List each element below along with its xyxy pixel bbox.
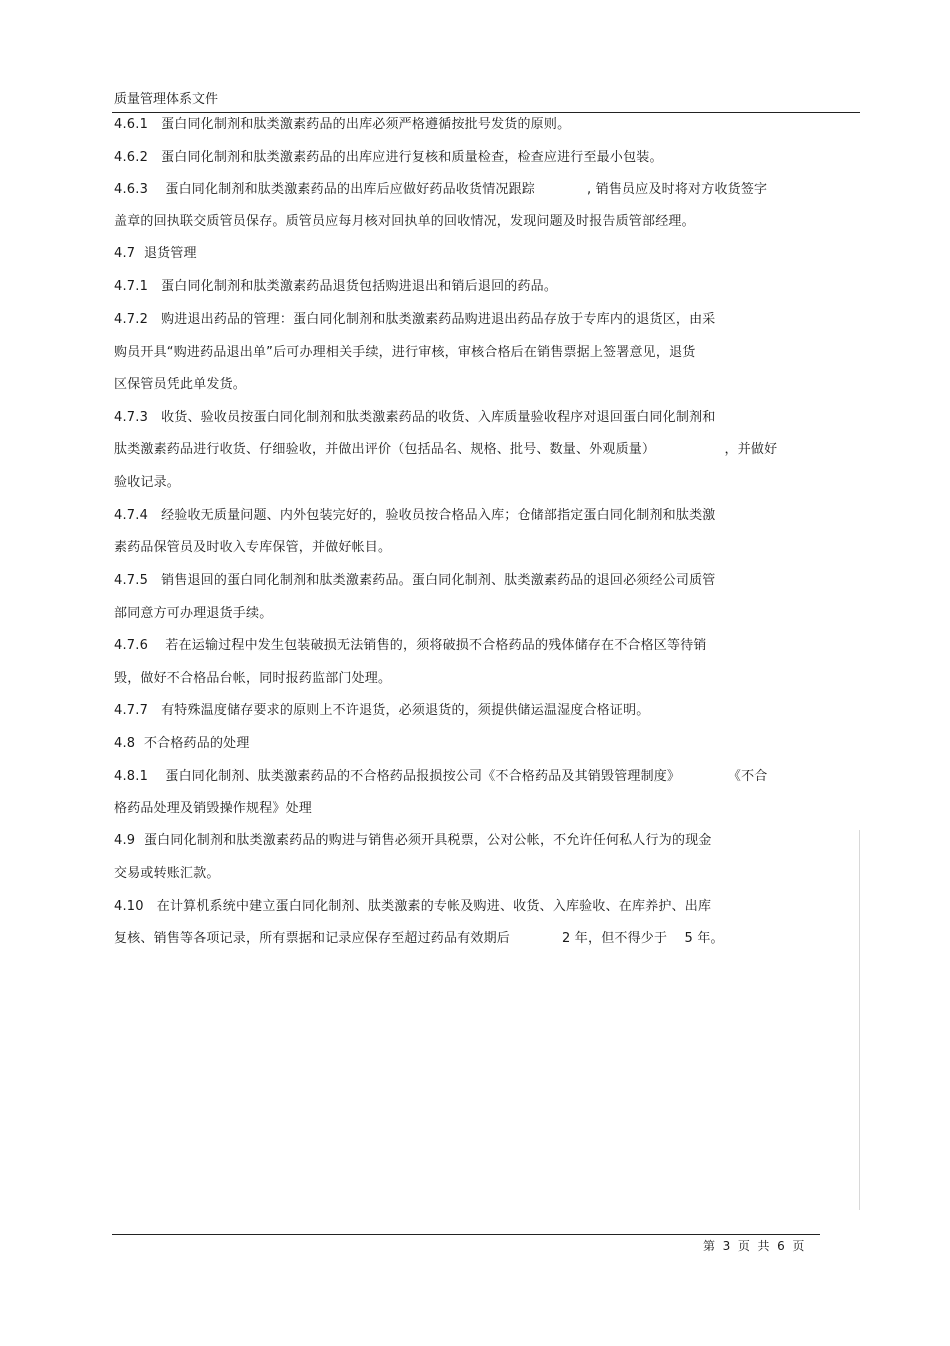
- section-heading: 4.8 不合格药品的处理: [114, 736, 250, 751]
- body-line: 4.8.1 蛋白同化制剂、肽类激素药品的不合格药品报损按公司《不合格药品及其销毁管理制度》 《不合: [114, 769, 768, 784]
- page-header-title: 质量管理体系文件: [114, 92, 219, 107]
- body-line: 区保管员凭此单发货。: [114, 377, 247, 392]
- body-line: 4.7.6 若在运输过程中发生包装破损无法销售的，须将破损不合格药品的残体储存在不合格区等待销: [114, 638, 707, 653]
- body-line: 复核、销售等各项记录，所有票据和记录应保存至超过药品有效期后 2 年，但不得少于 5 年。: [114, 931, 724, 946]
- page-number: 第 3 页 共 6 页: [703, 1239, 805, 1253]
- body-line: 交易或转账汇款。: [114, 866, 220, 881]
- header-divider: [112, 112, 860, 113]
- body-line: 4.7.5 销售退回的蛋白同化制剂和肽类激素药品。蛋白同化制剂、肽类激素药品的退回必须经公司质管: [114, 573, 716, 588]
- body-line: 盖章的回执联交质管员保存。质管员应每月核对回执单的回收情况，发现问题及时报告质管部经理。: [114, 214, 695, 229]
- body-line: 4.7.1 蛋白同化制剂和肽类激素药品退货包括购进退出和销后退回的药品。: [114, 279, 558, 294]
- body-line: 4.7.2 购进退出药品的管理：蛋白同化制剂和肽类激素药品购进退出药品存放于专库内的退货区，由采: [114, 312, 716, 327]
- body-line: 4.7.4 经验收无质量问题、内外包装完好的，验收员按合格品入库；仓储部指定蛋白同化制剂和肽类激: [114, 508, 716, 523]
- body-line: 4.7.7 有特殊温度储存要求的原则上不许退货，必须退货的，须提供储运温湿度合格证明。: [114, 703, 650, 718]
- body-line: 4.7.3 收货、验收员按蛋白同化制剂和肽类激素药品的收货、入库质量验收程序对退回蛋白同化制剂和: [114, 410, 716, 425]
- body-line: 购员开具“购进药品退出单”后可办理相关手续，进行审核，审核合格后在销售票据上签署意见，退货: [114, 345, 696, 360]
- section-heading: 4.7 退货管理: [114, 246, 197, 261]
- body-line: 4.10 在计算机系统中建立蛋白同化制剂、肽类激素的专帐及购进、收货、入库验收、在库养护、出库: [114, 899, 712, 914]
- body-line: 验收记录。: [114, 475, 181, 490]
- body-line: 毁，做好不合格品台帐，同时报药监部门处理。: [114, 671, 392, 686]
- side-margin-rule: [859, 830, 860, 1210]
- body-line: 格药品处理及销毁操作规程》处理: [114, 801, 313, 816]
- footer-divider: [112, 1234, 820, 1235]
- body-line: 肽类激素药品进行收货、仔细验收，并做出评价（包括品名、规格、批号、数量、外观质量） ，并做好: [114, 442, 778, 457]
- body-line: 4.6.2 蛋白同化制剂和肽类激素药品的出库应进行复核和质量检查，检查应进行至最小包装。: [114, 150, 663, 165]
- body-line: 4.6.1 蛋白同化制剂和肽类激素药品的出库必须严格遵循按批号发货的原则。: [114, 117, 571, 132]
- body-line: 部同意方可办理退货手续。: [114, 606, 273, 621]
- body-line: 素药品保管员及时收入专库保管，并做好帐目。: [114, 540, 392, 555]
- body-line: 4.6.3 蛋白同化制剂和肽类激素药品的出库后应做好药品收货情况跟踪 , 销售员应及时将对方收货签字: [114, 182, 768, 197]
- body-line: 4.9 蛋白同化制剂和肽类激素药品的购进与销售必须开具税票，公对公帐，不允许任何私人行为的现金: [114, 833, 712, 848]
